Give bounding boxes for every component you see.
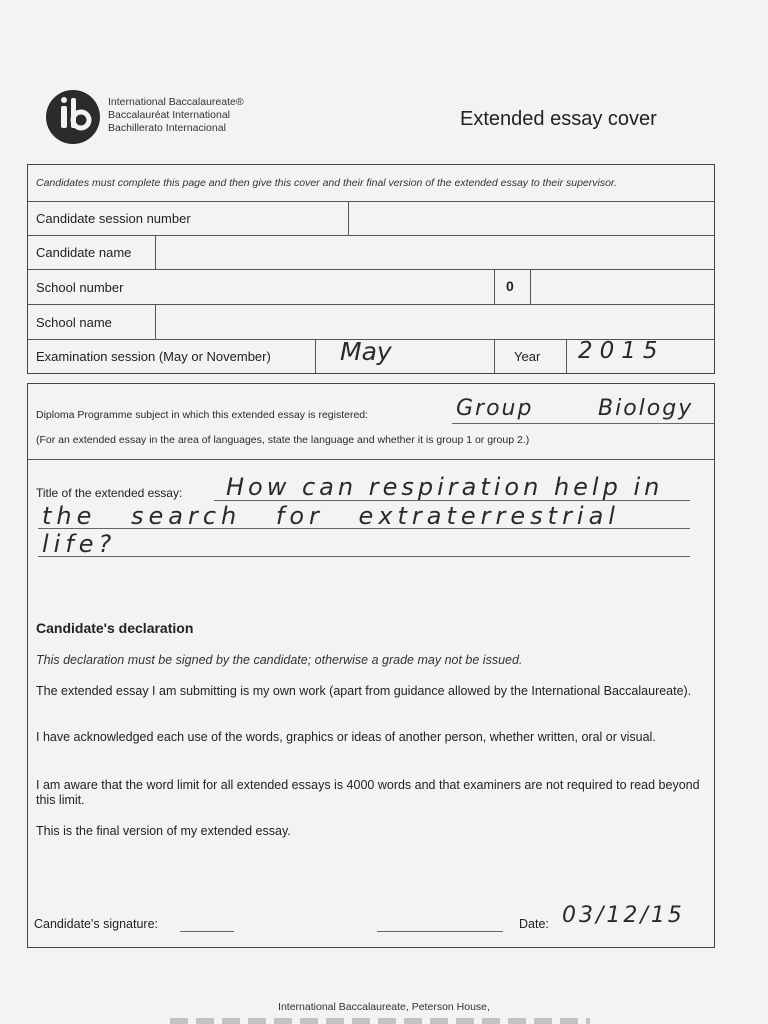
org-name-es: Bachillerato Internacional [108, 122, 226, 134]
school-name-label: School name [36, 315, 112, 330]
signature-label: Candidate's signature: [34, 917, 158, 931]
declaration-paragraph-4: This is the final version of my extended essay. [36, 824, 291, 838]
declaration-heading: Candidate's declaration [36, 620, 194, 636]
declaration-paragraph-3: I am aware that the word limit for all extended essays is 4000 words and that examiners are not required to read beyond this limit. [36, 778, 700, 807]
year-field[interactable]: 2015 [578, 338, 665, 364]
declaration-instruction: This declaration must be signed by the candidate; otherwise a grade may not be issued. [36, 653, 523, 667]
page-title: Extended essay cover [460, 108, 657, 130]
subject-label: Diploma Programme subject in which this extended essay is registered: [36, 409, 369, 421]
ib-organisation-names [108, 96, 244, 135]
essay-title-label: Title of the extended essay: [36, 486, 183, 500]
essay-title-line-3[interactable]: life? [42, 530, 117, 558]
candidate-info-box [27, 164, 715, 374]
signature-line[interactable] [180, 931, 234, 932]
ib-logo [44, 88, 274, 152]
candidate-session-number-label: Candidate session number [36, 211, 191, 226]
org-name-en: International Baccalaureate® [108, 96, 244, 108]
exam-session-field[interactable]: May [340, 337, 392, 366]
year-label: Year [514, 349, 541, 364]
exam-session-label: Examination session (May or November) [36, 349, 271, 364]
org-name-fr: Baccalauréat International [108, 109, 230, 121]
footer-cut-off-text [170, 1018, 590, 1024]
subject-note: (For an extended essay in the area of languages, state the language and whether it is group 1 or group 2.) [36, 434, 530, 446]
declaration-paragraph-1: The extended essay I am submitting is my own work (apart from guidance allowed by the International Baccalaureate). [36, 684, 692, 698]
school-number-prefix: 0 [506, 278, 514, 294]
declaration-paragraph-2: I have acknowledged each use of the words, graphics or ideas of another person, whether written, oral or visual. [36, 730, 656, 744]
subject-name-value[interactable]: Biology [598, 396, 694, 421]
form-instructions: Candidates must complete this page and then give this cover and their final version of the extended essay to their supervisor. [36, 177, 617, 189]
ib-emblem-icon [44, 88, 102, 146]
footer-address: International Baccalaureate, Peterson House, [278, 1001, 490, 1013]
essay-declaration-box [27, 383, 715, 948]
essay-title-line-1[interactable]: How can respiration help in [226, 473, 664, 501]
signature-line-2[interactable] [377, 931, 503, 932]
subject-group-value[interactable]: Group [456, 396, 534, 421]
date-field[interactable]: 03/12/15 [562, 903, 685, 928]
essay-title-line-2[interactable]: the search for extraterrestrial [42, 502, 620, 530]
school-number-label: School number [36, 280, 124, 295]
date-label: Date: [519, 917, 549, 931]
candidate-name-label: Candidate name [36, 245, 132, 260]
